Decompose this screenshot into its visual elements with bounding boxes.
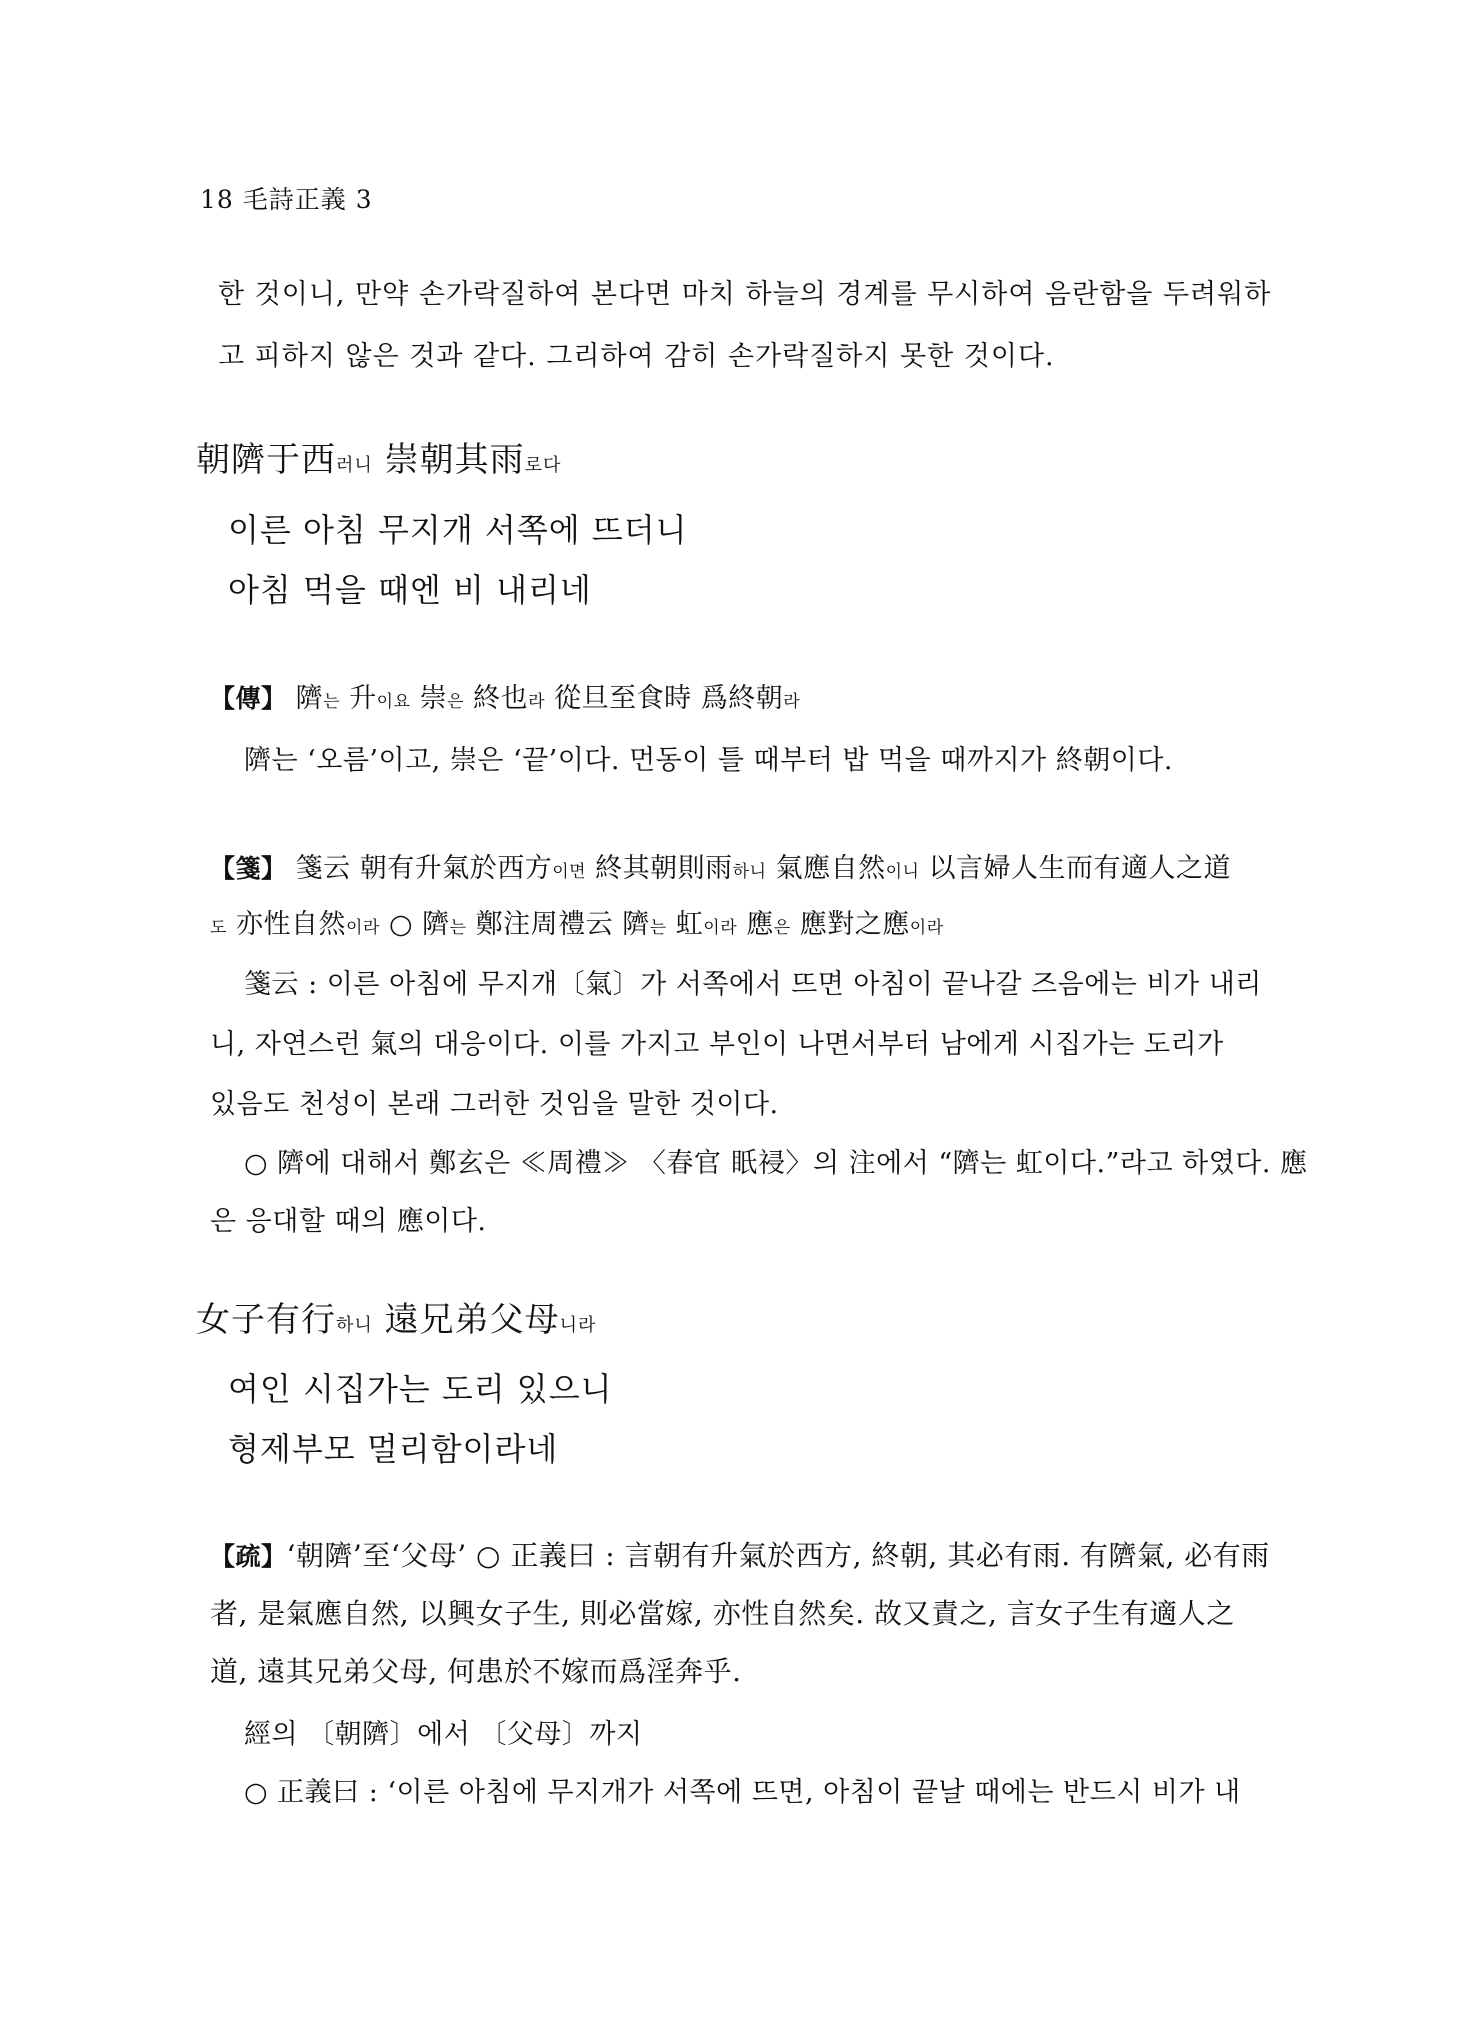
zhuan-term: 從旦至食時 爲終朝 <box>554 683 784 714</box>
verse-2-translation-2: 형제부모 멀리함이라네 <box>228 1430 559 1468</box>
verse-1-original <box>196 432 561 481</box>
verse-2-translation-1: 여인 시집가는 도리 있으니 <box>228 1370 613 1408</box>
jian-translation-3: 있음도 천성이 본래 그러한 것임을 말한 것이다. <box>210 1089 779 1120</box>
zhuan-tag: 【傳】 <box>210 684 287 713</box>
shu-translation-1: ○ 正義曰 : ‘이른 아침에 무지개가 서쪽에 뜨면, 아침이 끝날 때에는 반드시 비가 내 <box>244 1777 1241 1808</box>
zhuan-suffix: 라 <box>528 692 546 712</box>
jian-text: 應 <box>746 909 774 940</box>
intro-line-1: 한 것이니, 만약 손가락질하여 본다면 마치 하늘의 경계를 무시하여 음란함을 두려워하 <box>218 279 1272 310</box>
jian-text: 鄭注周禮云 隮 <box>475 909 650 940</box>
jian-suffix: 하니 <box>732 862 767 882</box>
jian-text: 應對之應 <box>799 909 910 940</box>
jian-suffix: 이면 <box>552 862 587 882</box>
jian-text: 以言婦人生而有適人之道 <box>928 853 1232 884</box>
zhuan-suffix: 라 <box>783 692 801 712</box>
jian-text: 虹 <box>675 909 704 940</box>
jian-translation-4: ○ 隮에 대해서 鄭玄은 ≪周禮≫ 〈春官 眂祲〉의 注에서 “隮는 虹이다.”라고 하였다. 應 <box>244 1148 1308 1179</box>
shu-original-line-3: 道, 遠其兄弟父母, 何患於不嫁而爲淫奔乎. <box>210 1655 742 1688</box>
jian-original-line-1 <box>210 846 1231 885</box>
zhuan-suffix: 이요 <box>376 692 411 712</box>
jian-translation-1: 箋云 : 이른 아침에 무지개〔氣〕가 서쪽에서 뜨면 아침이 끝나갈 즈음에는 비가 내리 <box>244 969 1262 1000</box>
intro-line-2: 고 피하지 않은 것과 같다. 그리하여 감히 손가락질하지 못한 것이다. <box>218 341 1055 372</box>
verse-2-part-a: 女子有行 <box>196 1300 336 1340</box>
jian-text: 氣應自然 <box>775 853 886 884</box>
verse-1-suffix-a: 러니 <box>336 455 373 476</box>
zhuan-original <box>210 676 800 715</box>
jian-suffix: 도 <box>210 918 227 938</box>
zhuan-term: 升 <box>349 683 377 714</box>
jian-suffix: 이라 <box>703 918 738 938</box>
zhuan-suffix: 는 <box>323 692 341 712</box>
jian-text: 箋云 朝有升氣於西方 <box>295 853 553 884</box>
jian-tag: 【箋】 <box>210 854 287 883</box>
jian-suffix: 이라 <box>909 918 944 938</box>
shu-text: ‘朝隮’至‘父母’ ○ 正義曰 : 言朝有升氣於西方, 終朝, 其必有雨. 有隮氣, 必有雨 <box>286 1539 1270 1572</box>
shu-translation-heading: 經의 〔朝隮〕에서 〔父母〕까지 <box>244 1719 643 1750</box>
shu-original-line-1 <box>210 1534 1270 1574</box>
jian-suffix: 이니 <box>885 862 920 882</box>
verse-1-part-b: 崇朝其雨 <box>384 440 525 480</box>
verse-2-part-b: 遠兄弟父母 <box>384 1300 560 1340</box>
zhuan-term: 隮 <box>295 683 324 714</box>
jian-text: ○ 隮 <box>388 909 450 940</box>
jian-original-line-2 <box>210 902 944 941</box>
running-head: 18 毛詩正義 3 <box>200 185 373 214</box>
zhuan-term: 終也 <box>473 683 529 714</box>
zhuan-suffix: 은 <box>447 692 465 712</box>
zhuan-translation: 隮는 ‘오름’이고, 崇은 ‘끝’이다. 먼동이 틀 때부터 밥 먹을 때까지가 終朝이다. <box>244 745 1173 776</box>
verse-2-original <box>196 1292 596 1341</box>
jian-text: 終其朝則雨 <box>595 853 733 884</box>
jian-suffix: 이라 <box>346 918 380 938</box>
zhuan-term: 崇 <box>419 683 448 714</box>
jian-suffix: 는 <box>649 918 667 938</box>
jian-translation-2: 니, 자연스런 氣의 대응이다. 이를 가지고 부인이 나면서부터 남에게 시집가는 도리가 <box>210 1029 1224 1060</box>
verse-1-translation-2: 아침 먹을 때엔 비 내리네 <box>228 571 592 609</box>
shu-tag: 【疏】 <box>210 1542 287 1571</box>
verse-2-suffix-a: 하니 <box>336 1315 373 1336</box>
shu-original-line-2: 者, 是氣應自然, 以興女子生, 則必當嫁, 亦性自然矣. 故又責之, 言女子生有適人之 <box>210 1597 1235 1630</box>
jian-translation-5: 은 응대할 때의 應이다. <box>210 1206 487 1237</box>
jian-suffix: 는 <box>449 918 467 938</box>
verse-1-part-a: 朝隮于西 <box>196 440 336 480</box>
verse-2-suffix-b: 니라 <box>559 1315 597 1336</box>
verse-1-translation-1: 이른 아침 무지개 서쪽에 뜨더니 <box>228 511 688 549</box>
verse-1-suffix-b: 로다 <box>524 455 562 476</box>
jian-text: 亦性自然 <box>236 909 347 940</box>
jian-suffix: 은 <box>773 918 791 938</box>
